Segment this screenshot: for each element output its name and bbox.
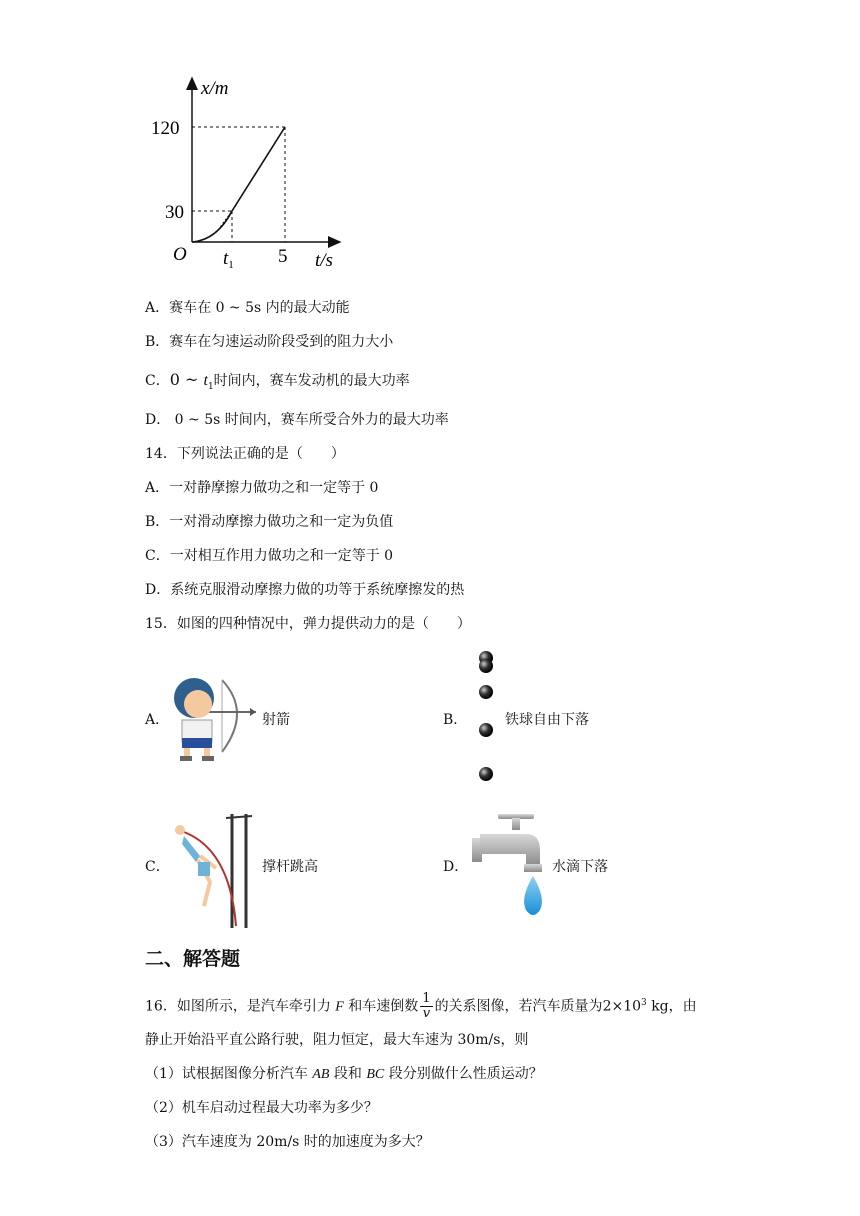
q14-stem: 14．下列说法正确的是（ ） <box>145 446 345 462</box>
x-axis-label: t/s <box>315 250 333 271</box>
section-title: 二、解答题 <box>145 948 241 970</box>
q16-stem: 16．如图所示，是汽车牵引力 F 和车速倒数 $\frac{1}{v}$ 的关系图像，若汽车质量为$2\times 10^3$ kg，由 <box>145 991 697 1022</box>
q15-option-b-letter: B． <box>443 712 468 728</box>
y-axis-label: x/m <box>201 78 229 99</box>
pole-vault-illustration <box>170 810 260 930</box>
q15-option-a-letter: A． <box>145 712 170 728</box>
y-tick-30: 30 <box>165 202 184 223</box>
faucet-illustration <box>470 810 550 922</box>
archer-illustration <box>166 672 260 764</box>
q14-option-a: A．一对静摩擦力做功之和一定等于 0 <box>145 480 379 496</box>
svg-text:t/s <box>315 250 333 271</box>
q15-option-c-caption: 撑杆跳高 <box>262 859 318 875</box>
q14-option-d: D．系统克服滑动摩擦力做的功等于系统摩擦发的热 <box>145 582 465 598</box>
x-tick-5: 5 <box>278 246 288 267</box>
q13-option-c: C．0 ~ $t_1$时间内，赛车发动机的最大功率 <box>145 370 410 392</box>
q16-sub3: （3）汽车速度为 20m/s 时的加速度为多大？ <box>145 1134 430 1150</box>
q16-line2: 静止开始沿平直公路行驶，阻力恒定，最大车速为 30m/s，则 <box>145 1032 529 1048</box>
svg-text:t1: $t_1$ <box>223 248 234 271</box>
q13-option-a: A．赛车在 0 ~ 5s 内的最大动能 <box>145 300 350 316</box>
position-time-graph <box>151 70 355 275</box>
q15-option-a-caption: 射箭 <box>262 712 290 728</box>
q15-option-b-caption: 铁球自由下落 <box>505 712 589 728</box>
q16-sub1: （1）试根据图像分析汽车 AB 段和 BC 段分别做什么性质运动？ <box>145 1066 543 1082</box>
q13-option-d: D． 0 ~ 5s 时间内，赛车所受合外力的最大功率 <box>145 412 449 428</box>
q14-option-b: B．一对滑动摩擦力做功之和一定为负值 <box>145 514 394 530</box>
q15-option-d-letter: D． <box>443 859 469 875</box>
falling-balls-illustration <box>474 648 500 786</box>
origin-label: O <box>173 244 187 265</box>
q15-option-c-letter: C． <box>145 859 170 875</box>
q16-sub2: （2）机车启动过程最大功率为多少？ <box>145 1100 378 1116</box>
q15-option-d-caption: 水滴下落 <box>552 859 608 875</box>
y-tick-120: 120 <box>151 118 180 139</box>
q13-option-b: B．赛车在匀速运动阶段受到的阻力大小 <box>145 334 394 350</box>
q14-option-c: C．一对相互作用力做功之和一定等于 0 <box>145 548 394 564</box>
q15-stem: 15．如图的四种情况中，弹力提供动力的是（ ） <box>145 616 471 632</box>
xt-curve <box>192 127 285 242</box>
svg-text:x/m <box>200 78 228 99</box>
